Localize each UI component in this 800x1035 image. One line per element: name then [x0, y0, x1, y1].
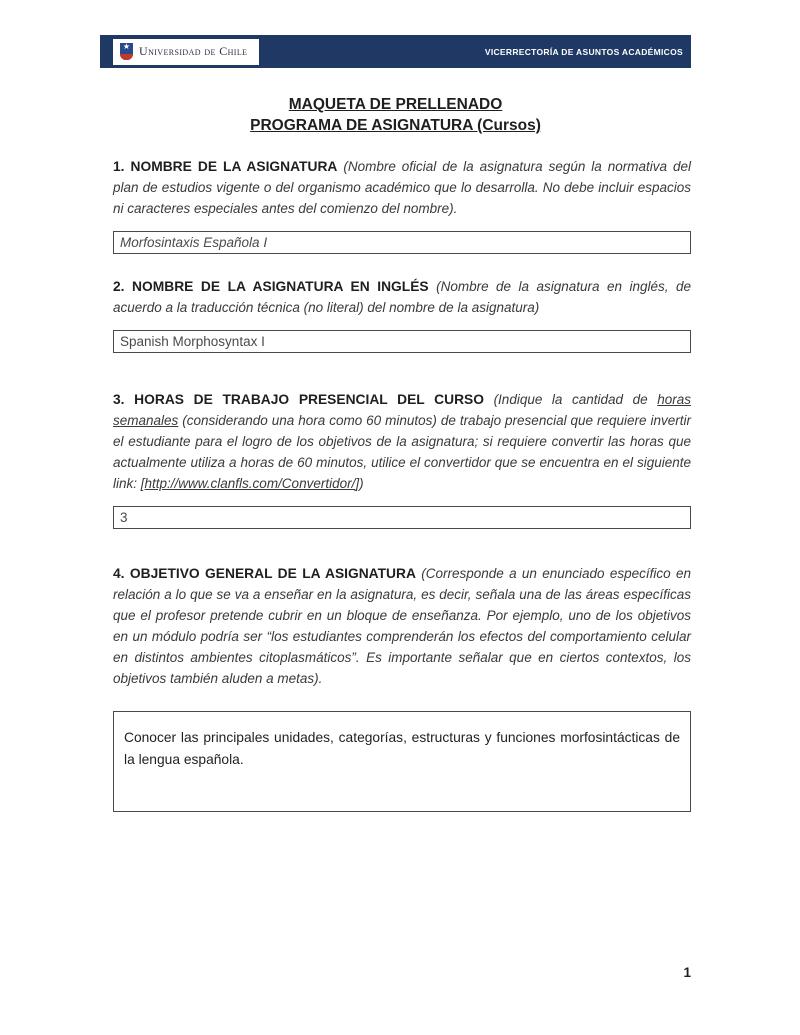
section-4-label: 4. OBJETIVO GENERAL DE LA ASIGNATURA: [113, 566, 416, 581]
section-2-label: 2. NOMBRE DE LA ASIGNATURA EN INGLÉS: [113, 279, 429, 294]
section-2-description: (Nombre de la asignatura en inglés, de acuerdo a la traducción técnica (no literal) del nombre de la asignatura): [113, 279, 691, 315]
field-nombre-asignatura-value: Morfosintaxis Española I: [120, 235, 268, 250]
field-nombre-ingles-value: Spanish Morphosyntax I: [120, 334, 265, 349]
header-bar: [100, 35, 691, 68]
section-1-label: 1. NOMBRE DE LA ASIGNATURA: [113, 159, 338, 174]
university-logo: [113, 39, 259, 65]
field-objetivo-general[interactable]: [113, 711, 691, 812]
document-title-line2: PROGRAMA DE ASIGNATURA (Cursos): [250, 117, 541, 134]
section-4-heading: [113, 563, 691, 689]
section-3-description: (Indique la cantidad de horas semanales (considerando una hora como 60 minutos) de trabajo presencial que requiere invertir el estudiante para el logro de los objetivos de la asignatura; si requiere convertir las horas que actualmente utiliza a horas de 60 minutos, utilice el convertidor que se encuentra en el siguiente link: [http://www.clanfls.com/Convertidor/]): [113, 392, 691, 491]
field-nombre-ingles[interactable]: [113, 330, 691, 353]
section-1-description: (Nombre oficial de la asignatura según la normativa del plan de estudios vigente o del organismo académico que lo desarrolla. No debe incluir espacios ni caracteres especiales antes del comienzo del nombre).: [113, 159, 691, 216]
section-3-label: 3. HORAS DE TRABAJO PRESENCIAL DEL CURSO: [113, 392, 484, 407]
field-nombre-asignatura[interactable]: [113, 231, 691, 254]
underlined-horas-semanales: horas semanales: [113, 392, 691, 428]
document-title: [100, 94, 691, 136]
page-number: 1: [683, 965, 691, 980]
section-4-description: (Corresponde a un enunciado específico en relación a lo que se va a enseñar en la asignatura, es decir, señala una de las áreas específicas que el profesor pretende cubrir en un bloque de enseñanza. Por ejemplo, uno de los objetivos en un módulo podría ser “los estudiantes comprenderán los efectos del comportamiento celular en distintos ambientes citoplasmáticos”. Es importante señalar que en ciertos contextos, los objetivos también aluden a metas).: [113, 566, 691, 686]
section-3-heading: [113, 389, 691, 494]
document-title-line1: MAQUETA DE PRELLENADO: [288, 96, 503, 113]
header-department: VICERRECTORÍA DE ASUNTOS ACADÉMICOS: [484, 46, 683, 57]
section-2-heading: [113, 276, 691, 318]
field-horas-presenciales[interactable]: [113, 506, 691, 529]
field-objetivo-general-value: Conocer las principales unidades, categorías, estructuras y funciones morfosintácticas de la lengua española.: [124, 730, 680, 767]
field-horas-presenciales-value: 3: [120, 510, 128, 525]
university-shield-icon: ★: [120, 43, 133, 60]
university-name: Universidad de Chile: [139, 44, 248, 58]
convertidor-link[interactable]: http://www.clanfls.com/Convertidor/: [144, 476, 356, 491]
section-1-heading: [113, 156, 691, 219]
